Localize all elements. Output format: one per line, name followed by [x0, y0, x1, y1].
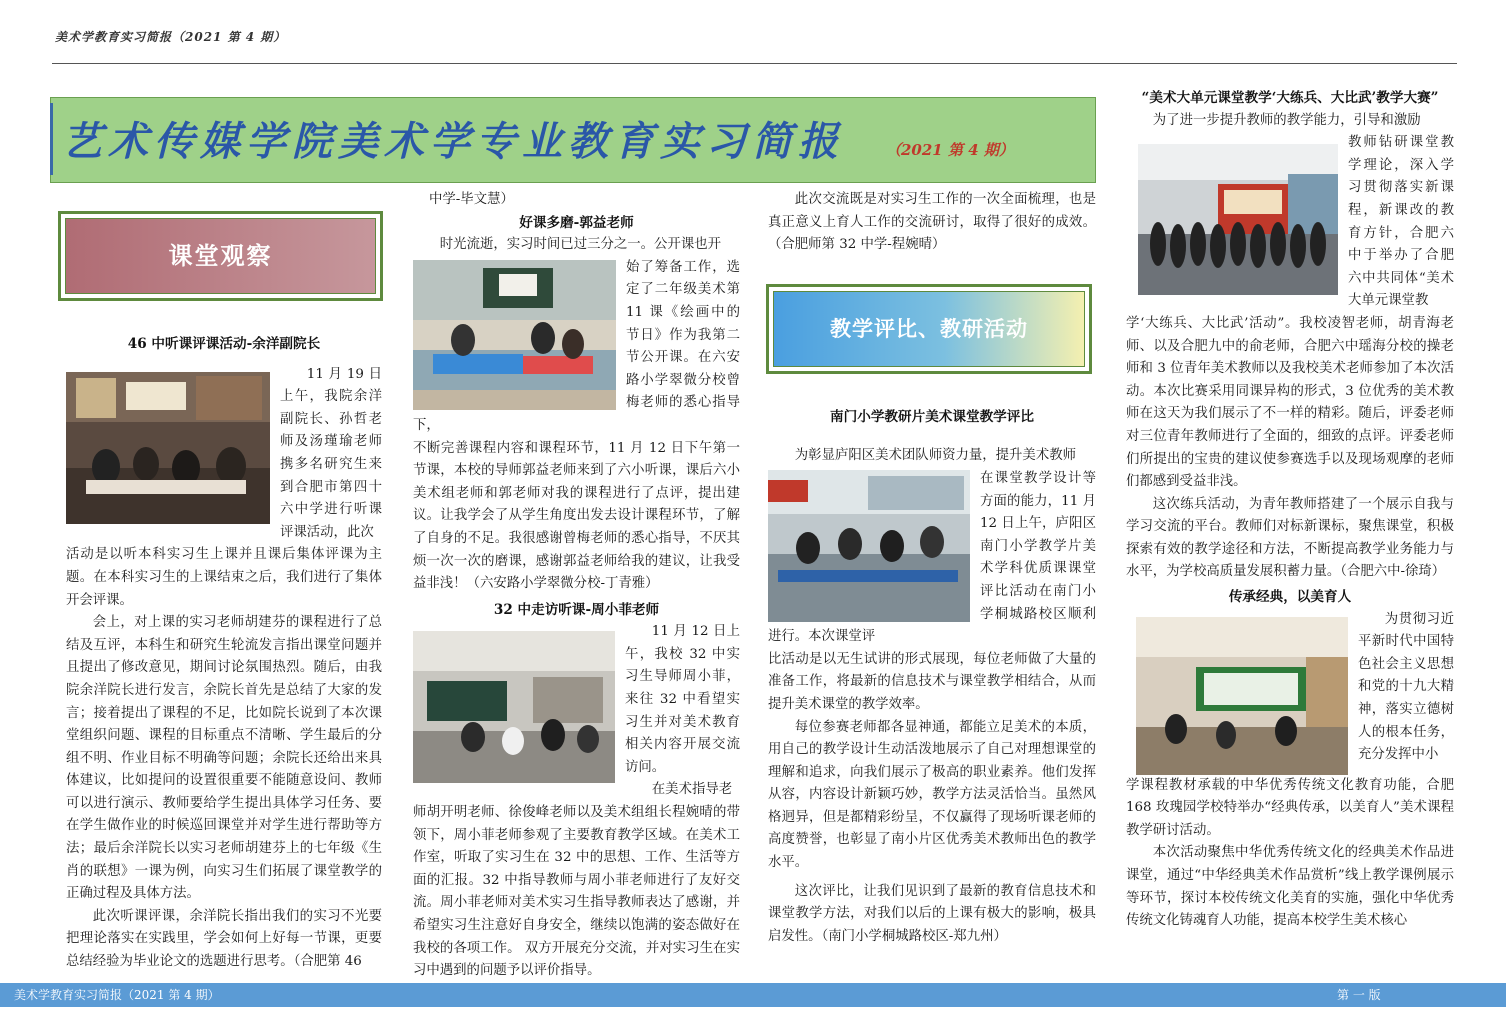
article-body: [1126, 609, 1454, 933]
continued-line: 中学-毕文慧）: [429, 192, 514, 207]
photo-classroom-meeting: [66, 372, 270, 524]
paragraph: 活动是以听本科实习生上课并且课后集体评课为主题。在本科实习生的上课结束之后，我们进行了集体开会评课。: [66, 547, 382, 608]
article-body: [413, 234, 740, 596]
paragraph: 此次交流既是对实习生工作的一次全面梳理，也是真正意义上育人工作的交流研讨，取得了很好的成效。（合肥师第 32 中学-程婉晴）: [768, 192, 1096, 253]
photo-teaching-competition: [1138, 144, 1338, 295]
section-classroom-label: 课堂观察: [65, 218, 376, 294]
paragraph: 11 月 12 日上午，我校 32 中实习生导师周小菲，来往 32 中看望实习生并对美术教育相关内容开展交流访问。: [625, 624, 740, 775]
article-title: 46 中听课评课活动-余洋副院长: [127, 336, 321, 352]
paragraph: 这次练兵活动，为青年教师搭建了一个展示自我与学习交流的平台。教师们对标新课标，聚焦课堂，积极探索有效的教学途径和方法，不断提高教学业务能力与水平，为学校高质量发展积蓄力量。（合肥六中-徐琦）: [1126, 496, 1454, 580]
paragraph: 教师钻研课堂教学理论，深入学习贯彻落实新课程，新课改的教育方针，合肥六中于举办了合肥六中共同体“美术大单元课堂教: [1348, 135, 1454, 309]
paragraph: 11 月 19 日上午，我院余洋副院长、孙哲老师及汤瑾瑜老师携多名研究生来到合肥市第四十六中学进行听课评课活动，此次: [280, 366, 382, 540]
article-title: “美术大单元课堂教学‘大练兵、大比武’教学大赛”: [1141, 90, 1439, 106]
paragraph: 这次评比，让我们见识到了最新的教育信息技术和课堂教学方法，对我们以后的上课有极大的影响，极具启发性。（南门小学桐城路校区-郑九州）: [768, 883, 1096, 944]
photo-classic-art-lesson: [1136, 617, 1348, 775]
paragraph: 此次听课评课，余洋院长指出我们的实习不光要把理论落实在实践里，学会如何上好每一节课，更要总结经验为毕业论文的选题进行思考。（合肥第 46: [66, 908, 382, 970]
header-rule: [52, 63, 1457, 64]
article-title: 好课多磨-郭益老师: [519, 214, 634, 231]
footer-title: 美术学教育实习简报（2021 第 4 期）: [14, 988, 220, 1002]
paragraph: 为贯彻习近平新时代中国特色社会主义思想和党的十九大精神，落实立德树人的根本任务，充分发挥中小: [1358, 611, 1454, 763]
paragraph: 为了进一步提升教师的教学能力，引导和激励: [1152, 112, 1421, 128]
article-body: [66, 364, 382, 974]
article-title: 32 中走访听课-周小菲老师: [493, 601, 660, 618]
paragraph: 时光流逝，实习时间已过三分之一。公开课也开: [439, 237, 721, 253]
paragraph: 在课堂教学设计等方面的能力，11 月 12 日上午，庐阳区南门小学教学片美术学科优质课课堂评比活动在南门小学桐城路校区顺利进行。本次课堂评: [768, 470, 1096, 645]
paragraph: 学‘大练兵、大比武’活动”。我校凌智老师，胡青海老师、以及合肥九中的俞老师，合肥六中瑶海分校的操老师和 3 位青年美术教师以及我校美术老师参加了本次活动。本次比赛采用同课异构的形式，3 位优秀的美术教师在这天为我们展示了不一样的精彩。随后，评委老师对三位青年教师进行了全面的，细致的点评。评委老师们所提出的宝贵的建议使参赛选手以及现场观摩的老师们都感到受益非浅。: [1126, 315, 1454, 490]
paragraph: 每位参赛老师都各显神通，都能立足美术的本质，用自己的教学设计生动活泼地展示了自己对理想课堂的理解和追求，向我们展示了极高的职业素养。他们发挥从容，内容设计新颖巧妙，教学方法灵活恰当。虽然风格迥异，但是都精彩纷呈，不仅赢得了现场听课老师的高度赞誉，也彰显了南小片区优秀美术教师出色的教学水平。: [768, 719, 1096, 871]
paragraph: 比活动是以无生试讲的形式展现，每位老师做了大量的准备工作，将最新的信息技术与课堂教学相结合，从而提升美术课堂的教学效率。: [768, 651, 1096, 712]
column-2: [413, 189, 740, 983]
paragraph: 始了筹备工作，选定了二年级美术第 11 课《绘画中的节日》作为我第二节公开课。在六安路小学翠微分校曾梅老师的悉心指导下，: [413, 259, 740, 433]
paragraph: 会上，对上课的实习老师胡建芬的课程进行了总结及互评，本科生和研究生轮流发言指出课堂问题并且提出了修改意见，期间讨论氛围热烈。随后，由我院余洋院长进行发言，余院长首先是总结了大家的发言；接着提出了课程的不足，比如院长说到了本次课堂组织问题、课程的目标重点不清晰、学生最后的分组不明、作业目标不明确等问题；余院长还给出来具体建议，比如提问的设置很重要不能随意设问、教师可以进行演示、教师要给学生提出具体学习任务、要在学生做作业的时候巡回课堂并对学生进行帮助等方法；最后余洋院长以实习老师胡建芬上的七年级《生肖的联想》一课为例，向实习生们拓展了课堂教学的正确过程及具体方法。: [66, 615, 382, 902]
column-3: [768, 189, 1096, 948]
article-title: 南门小学教研片美术课堂教学评比: [830, 408, 1034, 425]
column-1: [66, 333, 382, 974]
photo-teaching-contest: [768, 470, 970, 622]
paragraph: 学课程教材承载的中华优秀传统文化教育功能，合肥 168 玫瑰园学校特举办“经典传承，以美育人”美术课程教学研讨活动。: [1126, 777, 1454, 838]
column-4: [1126, 87, 1454, 933]
photo-school-visit: [413, 631, 615, 783]
paragraph: 师胡开明老师、徐俊峰老师以及美术组组长程婉晴的带领下，周小菲老师参观了主要教育教学区域。在美术工作室，听取了实习生在 32 中的思想、工作、生活等方面的汇报。32 中指导教师与周小菲老师进行了友好交流。周小菲老师对美术实习生指导教师表达了感谢，并希望实习生注意好自身安全，继续以饱满的姿态做好在我校的各项工作。 双方开展充分交流，并对实习生在实习中遇到的问题予以评价指导。: [413, 805, 740, 979]
article-body: [1126, 110, 1454, 584]
article-body: [768, 445, 1096, 948]
section-classroom-box: [58, 211, 383, 301]
page-number: 第 一 版: [1337, 988, 1381, 1002]
masthead-title: 艺术传媒学院美术学专业教育实习简报: [62, 118, 844, 165]
paragraph: 为彰显庐阳区美术团队师资力量，提升美术教师: [794, 448, 1076, 464]
masthead-issue: （2021 第 4 期）: [886, 141, 1014, 159]
paragraph: 在美术指导老: [651, 782, 733, 798]
photo-open-class: [413, 260, 616, 410]
paragraph: 本次活动聚焦中华优秀传统文化的经典美术作品进课堂，通过“中华经典美术作品赏析”线上教学课例展示等环节，探讨本校传统文化美育的实施，强化中华优秀传统文化铸魂育人功能，提高本校学生美术核心: [1126, 845, 1454, 929]
masthead-accent-bar: [50, 103, 53, 175]
article-body: [768, 189, 1096, 257]
running-header: 美术学教育实习简报（2021 第 4 期）: [55, 30, 287, 44]
article-title: 传承经典，以美育人: [1228, 589, 1352, 606]
footer-bar: [0, 983, 1506, 1007]
section-teaching-label: 教学评比、教研活动: [773, 291, 1085, 367]
article-body: [413, 621, 740, 983]
paragraph: 不断完善课程内容和课程环节，11 月 12 日下午第一节课，本校的导师郭益老师来到了六小听课，课后六小美术组老师和郭老师对我的课程进行了点评，提出建议。让我学会了从学生角度出发去设计课程环节，了解了自身的不足。我很感谢曾梅老师的悉心指导，不厌其烦一次一次的磨课，感谢郭益老师给我的建议，让我受益非浅！（六安路小学翠微分校-丁青雅）: [413, 440, 740, 592]
